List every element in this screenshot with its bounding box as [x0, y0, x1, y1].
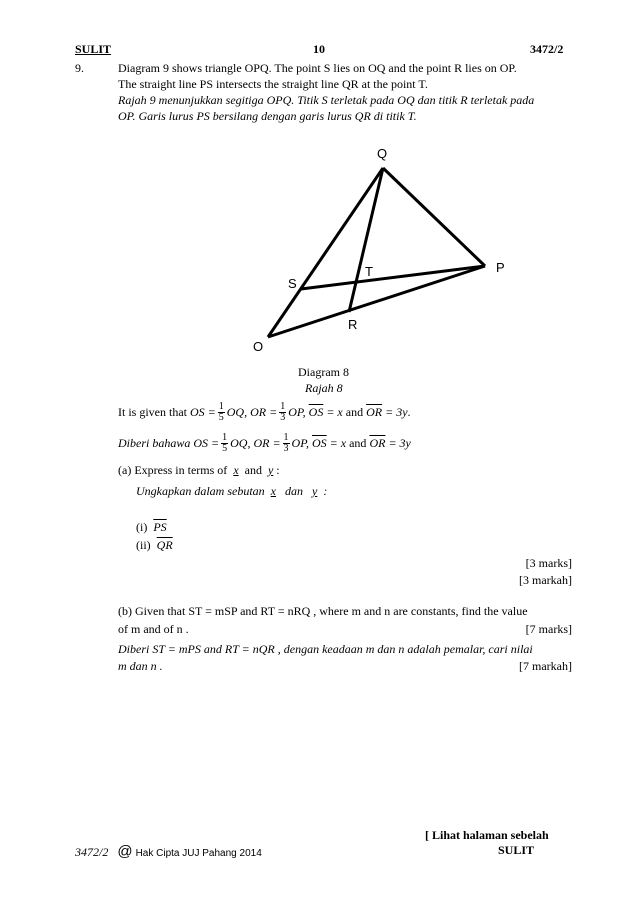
next-page-note: [ Lihat halaman sebelah [425, 828, 549, 842]
paper-code: 3472/2 [530, 42, 564, 56]
line-ps [301, 266, 485, 289]
diagram-caption: Diagram 8 [298, 365, 349, 379]
footer-left: 3472/2 @ Hak Cipta JUJ Pahang 2014 [75, 843, 262, 860]
question-my-line2: OP. Garis lurus PS bersilang dengan garis lurus QR di titik T. [118, 109, 417, 123]
label-t: T [365, 264, 373, 279]
footer-sulit: SULIT [498, 843, 535, 857]
part-a-marks: [3 marks] [525, 556, 572, 570]
question-my-line1: Rajah 9 menunjukkan segitiga OPQ. Titik S terletak pada OQ dan titik R terletak pada [118, 93, 535, 107]
label-p: P [496, 260, 505, 275]
part-b-en-line1: (b) Given that ST = mSP and RT = nRQ , where m and n are constants, find the value [118, 604, 528, 618]
line-qp [383, 168, 485, 266]
part-a-ii: (ii) $\overline{QR}$ [136, 538, 173, 552]
part-b-en-line2: of m and of n . [118, 622, 189, 636]
part-b-markah: [7 markah] [519, 659, 572, 673]
question-en-line1: Diagram 9 shows triangle OPQ. The point S lies on OQ and the point R lies on OP. [118, 61, 517, 75]
label-r: R [348, 317, 358, 332]
label-s: S [288, 276, 297, 291]
label-o: O [253, 339, 264, 354]
diagram-caption-my: Rajah 8 [305, 381, 343, 395]
label-q: Q [377, 146, 388, 161]
line-oq [268, 168, 383, 337]
question-number: 9. [75, 61, 84, 75]
question-en-line2: The straight line PS intersects the straight line QR at the point T. [118, 77, 428, 91]
line-qr [349, 168, 383, 312]
given-my: Diberi bahawa OS = $\frac{1}{5}$ OQ, OR = $\frac{1}{3}$ OP, $\overline{OS}$ = x and $\overline{OR}$ = 3y [118, 431, 411, 454]
given-en: It is given that OS = $\frac{1}{5}$ OQ, OR = $\frac{1}{3}$ OP, $\overline{OS}$ = x and $\overline{OR}$ = 3y . [118, 400, 411, 423]
page-number: 10 [313, 42, 325, 56]
line-op [268, 266, 485, 337]
part-b-my-line2: m dan n . [118, 659, 163, 673]
part-b-my-line1: Diberi ST = mPS and RT = nQR , dengan keadaan m dan n adalah pemalar, cari nilai [118, 642, 533, 656]
part-a-markah: [3 markah] [519, 573, 572, 587]
header-sulit: SULIT [75, 42, 112, 56]
part-a-my: Ungkapkan dalam sebutan x dan y : [136, 484, 328, 498]
part-b-marks: [7 marks] [525, 622, 572, 636]
part-a-en: (a) Express in terms of x and y : [118, 463, 280, 477]
part-a-i: (i) $\overline{PS}$ [136, 520, 167, 534]
